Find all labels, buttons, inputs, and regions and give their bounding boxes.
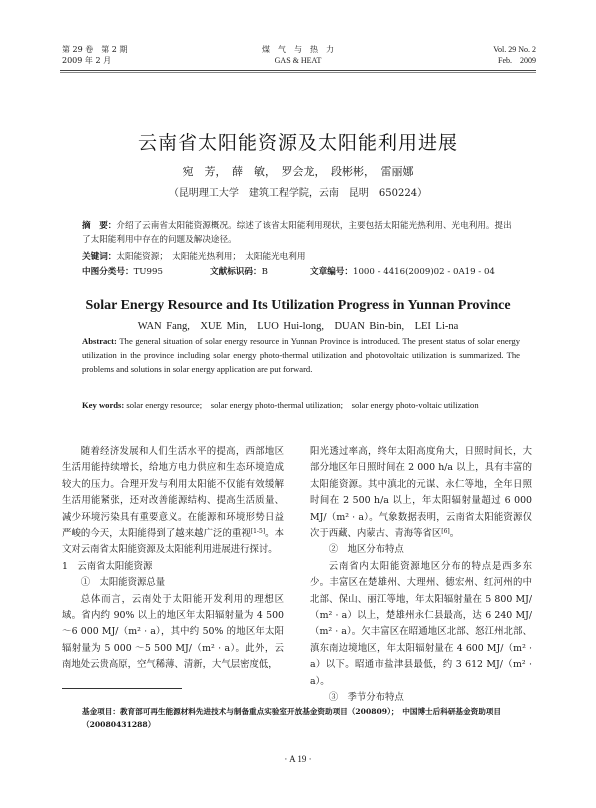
keywords-text-cn: 太阳能资源； 太阳能光热利用； 太阳能光电利用 xyxy=(116,252,306,262)
clc-value: TU995 xyxy=(133,267,163,277)
volume-issue-en: Vol. 29 No. 2 xyxy=(493,45,536,54)
subsection-heading-3: ③ 季节分布特点 xyxy=(328,692,404,704)
affiliation-cn: （昆明理工大学 建筑工程学院，云南 昆明 650224） xyxy=(168,188,428,199)
doc-code-label: 文献标识码： xyxy=(210,267,262,277)
paper-title-en: Solar Energy Resource and Its Utilization Progress in Yunnan Province xyxy=(85,298,511,313)
volume-issue: 第 29 卷 第 2 期 xyxy=(62,45,128,54)
abstract-text-cn: 介绍了云南省太阳能资源概况。综述了该省太阳能利用现状，主要包括太阳能光热利用、光电利用。提出了太阳能利用中存在的问题及解决途径。 xyxy=(82,221,512,245)
body-paragraph-2: 云南省内太阳能资源地区分布的特点是西多东少。丰富区在楚雄州、大理州、德宏州、红河州的中北部、保山、丽江等地，年太阳辐射量在 5 800 MJ/（m² · a）以上，楚雄州永仁县最高，达 6 240 MJ/（m² · a）。欠丰富区在昭通地区北部、怒江州北部、滇东南边境地区，年太阳辐射量在 4 600 MJ/（m² · a）以下。昭通市盐津县最低，约 3 612 MJ/（m² · a）。 xyxy=(310,560,532,687)
footnote-rule xyxy=(62,688,182,689)
body-paragraph-1-continued: 阳光透过率高，终年太阳高度角大，日照时间长，大部分地区年日照时间在 2 000 h/a 以上，具有丰富的太阳能资源。其中滇北的元谋、永仁等地，全年日照时间在 2 500 h/a 以上，年太阳辐射量超过 6 000 MJ/（m² · a）。气象数据表明，云南省太阳能资源仅次于西藏、内蒙古、青海等省区[6]。 xyxy=(310,446,532,540)
journal-name-en: GAS & HEAT xyxy=(274,56,322,65)
issue-date-en: Feb. 2009 xyxy=(498,56,536,65)
funding-text: 教育部可再生能源材料先进技术与制备重点实验室开放基金资助项目（200809）； 中国博士后科研基金资助项目（20080431288） xyxy=(82,707,501,729)
page-number: · A 19 · xyxy=(284,754,312,764)
abstract-cn xyxy=(82,220,520,247)
body-paragraph-1: 总体而言，云南处于太阳能开发利用的理想区域。省内约 90% 以上的地区年太阳辐射量为 4 500 ～6 000 MJ/（m² · a），其中约 50% 的地区年太阳辐射量为 5 000 ～5 500 MJ/（m² · a）。此外，云南地处云贵高原，空气稀薄、清新，大气层密度低， xyxy=(62,593,284,671)
issue-date: 2009 年 2 月 xyxy=(62,56,112,65)
funding-footnote xyxy=(82,705,542,731)
authors-cn: 宛 芳， 薛 敏， 罗会龙， 段彬彬， 雷丽娜 xyxy=(182,165,414,178)
authors-en: WAN Fang, XUE Min, LUO Hui-long, DUAN Bin-bin, LEI Li-na xyxy=(137,321,459,332)
header-rule xyxy=(60,70,536,71)
abstract-en xyxy=(82,334,520,376)
subsection-heading-1: ① 太阳能资源总量 xyxy=(80,577,166,589)
classification-line xyxy=(82,266,522,278)
paper-title-cn: 云南省太阳能资源及太阳能利用进展 xyxy=(137,132,458,154)
clc-label: 中图分类号： xyxy=(82,267,134,277)
abstract-label-en: Abstract: xyxy=(82,336,117,346)
running-header-right xyxy=(493,44,536,66)
keywords-text-en: solar energy resource; solar energy photo-thermal utilization; solar energy photo-voltaic utilization xyxy=(126,400,479,410)
doc-code-value: B xyxy=(261,267,268,277)
body-column-left xyxy=(62,444,284,674)
keywords-cn xyxy=(82,251,520,265)
article-no-value: 1000 - 4416(2009)02 - 0A19 - 04 xyxy=(352,267,495,277)
article-no-label: 文章编号： xyxy=(310,267,353,277)
keywords-label-en: Key words: xyxy=(82,400,125,410)
keywords-en xyxy=(82,398,520,412)
intro-paragraph: 随着经济发展和人们生活水平的提高，西部地区生活用能持续增长，给地方电力供应和生态环境造成较大的压力。合理开发与利用太阳能不仅能有效缓解生活用能紧张，还对改善能源结构、提高生活质量、减少环境污染具有重要意义。在能源和环境形势日益严峻的今天，太阳能得到了越来越广泛的重视[1-5]。本文对云南省太阳能资源及太阳能利用进展进行探讨。 xyxy=(62,446,284,556)
journal-name-cn: 煤 气 与 热 力 xyxy=(262,45,334,54)
abstract-text-en: The general situation of solar energy resource in Yunnan Province is introduced. The present status of solar energy utilization in the province including solar energy photo-thermal utilization and photovoltaic utilization is summarized. The problems and solutions in solar energy application are put forward. xyxy=(82,336,520,374)
abstract-label-cn: 摘 要： xyxy=(82,221,117,231)
section-heading-1: 1 云南省太阳能资源 xyxy=(62,560,153,572)
body-column-right xyxy=(310,444,532,707)
header-rule-thin xyxy=(60,72,536,73)
keywords-label-cn: 关键词： xyxy=(82,252,117,262)
subsection-heading-2: ② 地区分布特点 xyxy=(328,544,404,556)
funding-label: 基金项目： xyxy=(82,707,120,716)
intro-citation: [1-5] xyxy=(250,528,266,536)
